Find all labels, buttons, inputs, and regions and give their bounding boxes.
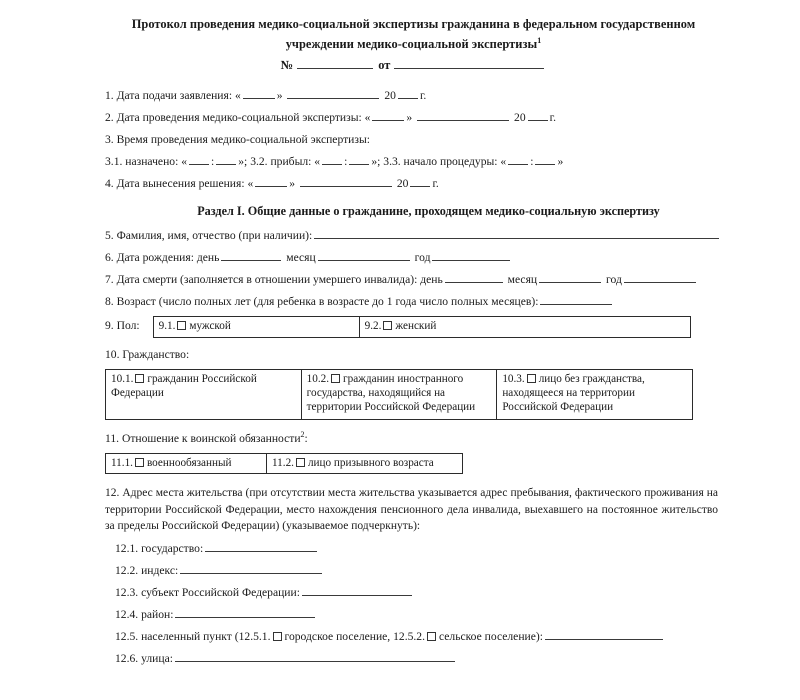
item-7-label: 7. Дата смерти (заполняется в отношении умершего инвалида): день (105, 273, 443, 286)
quote-open: « (181, 155, 188, 168)
item-6-label: 6. Дата рождения: день (105, 251, 220, 264)
gender-cell-male[interactable] (153, 317, 359, 338)
item-12-2-label: 12.2. индекс: (115, 563, 179, 577)
item-12-2-blank[interactable] (180, 563, 322, 574)
item-12-3-blank[interactable] (302, 585, 412, 596)
quote-open: « (364, 111, 371, 124)
document-title-line1: Протокол проведения медико-социальной экспертизы гражданина в федеральном государственном (131, 17, 696, 31)
citizenship-cell-russian[interactable] (106, 370, 302, 420)
item-9-label: 9. Пол: (105, 319, 140, 332)
military-cell-liable[interactable] (106, 454, 267, 474)
item-12-1-label: 12.1. государство: (115, 541, 204, 555)
quote-close: » (238, 155, 245, 168)
checkbox-icon[interactable] (427, 632, 436, 641)
item-11-label: 11. Отношение к воинской обязанности (105, 432, 301, 445)
item-3-3-minute-blank[interactable] (535, 154, 555, 165)
time-colon: : (530, 155, 534, 168)
item-1-application-date (105, 88, 722, 103)
item-4-month-blank[interactable] (300, 176, 392, 187)
item-12-3-federal-subject (105, 585, 722, 600)
item-8-label: 8. Возраст (число полных лет (для ребенка в возрасте до 1 года число полных месяцев): (105, 295, 539, 308)
item-12-2-postal-code (105, 563, 722, 578)
citizenship-cell-foreign[interactable] (301, 370, 497, 420)
separator: ; (244, 155, 248, 168)
item-9-gender (105, 316, 722, 338)
citizenship-cell-stateless[interactable] (497, 370, 693, 420)
item-7-month-blank[interactable] (539, 272, 601, 283)
quote-open: « (500, 155, 507, 168)
quote-close: » (406, 111, 413, 124)
item-12-4-district (105, 607, 722, 622)
time-colon: : (344, 155, 348, 168)
item-2-year-prefix: 20 (514, 111, 526, 124)
item-9-2-number: 9.2. (364, 320, 382, 332)
item-6-day-blank[interactable] (221, 250, 281, 261)
item-10-1-number: 10.1. (111, 373, 134, 385)
item-10-3-number: 10.3. (502, 373, 525, 385)
item-12-1-blank[interactable] (205, 541, 317, 552)
item-12-5-label-b: городское поселение, 12.5.2. (284, 629, 425, 643)
item-9-2-label: женский (395, 320, 437, 332)
checkbox-icon[interactable] (273, 632, 282, 641)
item-10-1-label: гражданин Российской Федерации (111, 373, 257, 399)
time-colon: : (211, 155, 215, 168)
item-10-3-label: лицо без гражданства, находящееся на территории Российской Федерации (502, 373, 645, 413)
quote-close: » (276, 89, 283, 102)
item-12-3-label: 12.3. субъект Российской Федерации: (115, 585, 300, 599)
item-4-day-blank[interactable] (255, 176, 287, 187)
date-blank[interactable] (394, 58, 544, 69)
gender-cell-female[interactable] (359, 317, 690, 338)
item-1-month-blank[interactable] (287, 88, 379, 99)
checkbox-icon[interactable] (135, 374, 144, 383)
item-3-2-label: 3.2. прибыл: (250, 155, 312, 168)
checkbox-icon[interactable] (527, 374, 536, 383)
item-6-year-blank[interactable] (432, 250, 510, 261)
item-10-label: 10. Гражданство: (105, 348, 190, 361)
quote-open: « (234, 89, 241, 102)
quote-open: « (247, 177, 254, 190)
item-3-1-hour-blank[interactable] (189, 154, 209, 165)
item-9-1-label: мужской (189, 320, 231, 332)
item-10-2-label: гражданин иностранного государства, находящийся на территории Российской Федерации (306, 373, 476, 413)
item-3-label: 3. Время проведения медико-социальной экспертизы: (105, 133, 370, 146)
table-row (106, 454, 463, 474)
item-6-year-label: год (414, 251, 431, 264)
item-6-month-label: месяц (286, 251, 316, 264)
item-2-label: 2. Дата проведения медико-социальной экспертизы: (105, 111, 362, 124)
title-footnote-marker: 1 (537, 35, 542, 45)
item-8-blank[interactable] (540, 294, 612, 305)
item-7-death-date (105, 272, 722, 287)
item-6-birth-date (105, 250, 722, 265)
item-3-2-minute-blank[interactable] (349, 154, 369, 165)
checkbox-icon[interactable] (296, 458, 305, 467)
quote-open: « (314, 155, 321, 168)
checkbox-icon[interactable] (331, 374, 340, 383)
item-10-2-number: 10.2. (306, 373, 330, 385)
item-2-year-suffix: г. (549, 111, 556, 124)
citizenship-table (105, 369, 693, 420)
item-7-day-blank[interactable] (445, 272, 503, 283)
item-4-year-blank[interactable] (410, 176, 430, 187)
table-row (106, 370, 693, 420)
item-1-year-suffix: г. (419, 89, 427, 102)
item-12-5-label-a: 12.5. населенный пункт (12.5.1. (115, 629, 271, 643)
checkbox-icon[interactable] (135, 458, 144, 467)
item-5-blank[interactable] (314, 228, 719, 239)
gender-table (153, 316, 691, 338)
separator: ; (377, 155, 381, 168)
item-12-6-blank[interactable] (175, 651, 455, 662)
checkbox-icon[interactable] (177, 321, 186, 330)
item-7-month-label: месяц (507, 273, 538, 286)
item-3-1-minute-blank[interactable] (216, 154, 236, 165)
item-3-examination-time-label (105, 132, 722, 147)
military-table (105, 453, 463, 474)
quote-close: » (557, 155, 564, 168)
item-1-label: 1. Дата подачи заявления: (105, 89, 233, 102)
item-3-1-label: 3.1. назначено: (105, 155, 179, 168)
item-3-time-details (105, 154, 722, 169)
item-8-age (105, 294, 722, 309)
item-5-full-name (105, 228, 722, 243)
date-label: от (378, 58, 391, 72)
item-12-4-label: 12.4. район: (115, 607, 174, 621)
item-12-6-street (105, 651, 722, 666)
item-7-year-blank[interactable] (624, 272, 696, 283)
item-11-2-label: лицо призывного возраста (307, 457, 434, 469)
section-1-heading: Раздел I. Общие данные о гражданине, проходящем медико-социальную экспертизу (197, 204, 660, 218)
number-blank[interactable] (297, 58, 373, 69)
item-12-5-blank[interactable] (545, 629, 663, 640)
item-4-year-prefix: 20 (396, 177, 409, 190)
item-3-3-hour-blank[interactable] (508, 154, 528, 165)
item-6-month-blank[interactable] (318, 250, 410, 261)
item-9-1-number: 9.1. (158, 320, 176, 332)
item-11-2-number: 11.2. (272, 457, 294, 469)
item-11-military-label (105, 431, 722, 446)
document-title-line2: учреждении медико-социальной экспертизы (285, 37, 538, 51)
item-12-6-label: 12.6. улица: (115, 651, 173, 665)
item-1-day-blank[interactable] (243, 88, 275, 99)
item-10-citizenship-label (105, 347, 722, 362)
item-2-year-blank[interactable] (528, 110, 548, 121)
item-5-label: 5. Фамилия, имя, отчество (при наличии): (105, 229, 313, 242)
item-1-year-blank[interactable] (398, 88, 418, 99)
item-12-5-settlement (105, 629, 722, 644)
item-3-2-hour-blank[interactable] (322, 154, 342, 165)
checkbox-icon[interactable] (383, 321, 392, 330)
table-row (153, 317, 690, 338)
item-11-1-label: военнообязанный (146, 457, 232, 469)
document-title (105, 14, 722, 54)
item-12-1-country (105, 541, 722, 556)
item-3-3-label: 3.3. начало процедуры: (383, 155, 498, 168)
document-number-line (105, 56, 722, 74)
number-label: № (280, 58, 294, 72)
military-cell-conscription-age[interactable] (267, 454, 463, 474)
quote-close: » (371, 155, 378, 168)
item-1-year-prefix: 20 (384, 89, 396, 102)
item-11-footnote-marker: 2 (300, 430, 305, 440)
item-4-label: 4. Дата вынесения решения: (105, 177, 245, 190)
item-11-colon: : (304, 432, 308, 445)
item-11-1-number: 11.1. (111, 457, 133, 469)
quote-close: » (289, 177, 296, 190)
item-12-4-blank[interactable] (175, 607, 315, 618)
item-4-year-suffix: г. (432, 177, 439, 190)
item-12-address-paragraph: 12. Адрес места жительства (при отсутствии места жительства указывается адрес пребывания, фактического проживания на территории Российской Федерации, место нахождения пенсионного дела инвалида, выехавшего на постоянное жительство за пределы Российской Федерации) (указываемое подчеркнуть): (105, 487, 718, 532)
item-2-month-blank[interactable] (417, 110, 509, 121)
item-12-5-label-c: сельское поселение): (438, 629, 543, 643)
item-2-day-blank[interactable] (372, 110, 404, 121)
item-2-examination-date (105, 110, 722, 125)
item-4-decision-date (105, 176, 722, 191)
item-7-year-label: год (606, 273, 622, 286)
